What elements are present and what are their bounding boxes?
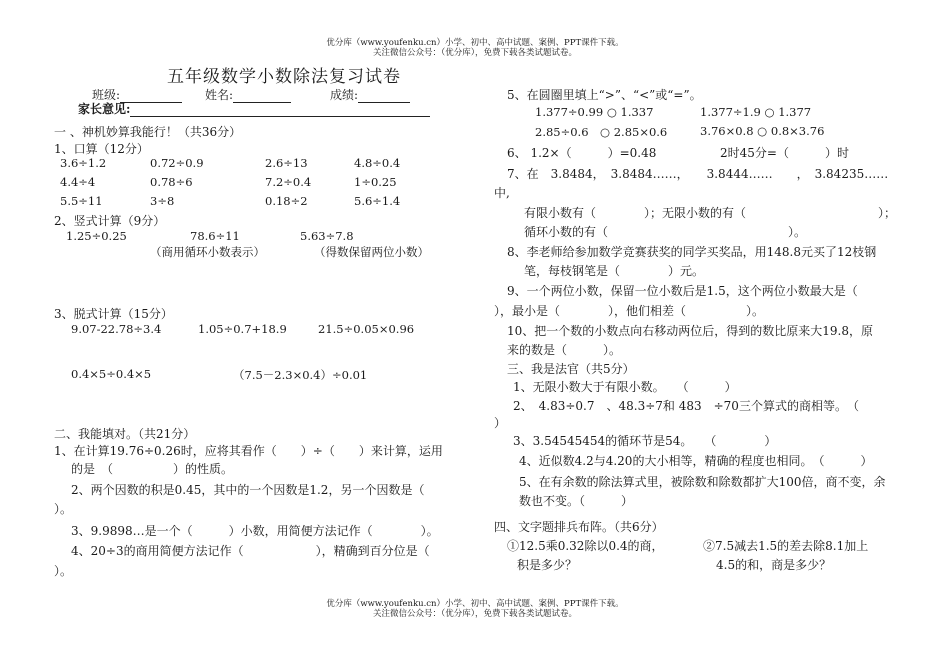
oral-item: 3÷8	[150, 194, 175, 208]
fill-q9-line-1: 9、一个两位小数，保留一位小数后是1.5，这个两位小数最大是（	[507, 284, 858, 298]
judge-5-line-1: 5、在有余数的除法算式里，被除数和除数都扩大100倍，商不变，余	[519, 475, 886, 489]
parent-blank[interactable]	[130, 104, 430, 117]
fill-q8-line-1: 8、李老师给参加数学竞赛获奖的同学买奖品，用148.8元买了12枝钢	[507, 245, 877, 259]
word-problem-1-line-2: 积是多少？	[517, 558, 578, 572]
judge-4: 4、近似数4.2与4.20的大小相等，精确的程度也相同。 （ ）	[519, 454, 873, 468]
name-label: 姓名:	[205, 88, 234, 102]
vertical-title: 2、竖式计算（9分）	[54, 214, 166, 228]
judge-3: 3、3.54545454的循环节是54。 （ ）	[513, 434, 777, 448]
vertical-item: 78.6÷11	[190, 229, 240, 243]
fill-q10-line-1: 10、把一个数的小数点向右移动两位后，得到的数比原来大19.8，原	[507, 324, 873, 338]
compare-item: 1.377÷0.99 ○ 1.337	[535, 105, 654, 119]
vertical-note: （商用循环小数表示）	[150, 245, 265, 259]
header-line-2: 关注微信公众号：（优分库），免费下载各类试题试卷。	[372, 48, 577, 58]
step-item: 0.4×5÷0.4×5	[71, 367, 152, 381]
word-problem-1-line-1: ①12.5乘0.32除以0.4的商，	[507, 539, 664, 553]
oral-item: 0.72÷0.9	[150, 156, 204, 170]
page-title: 五年级数学小数除法复习试卷	[167, 67, 401, 87]
step-item: （7.5－2.3×0.4）÷0.01	[233, 368, 368, 382]
step-item: 9.07-22.78÷3.4	[71, 322, 162, 336]
footer-line-1: 优分库（www.youfenku.cn）小学、初中、高中试题、案例、PPT课件下载。	[326, 599, 624, 609]
fill-q1-line-1: 1、在计算19.76÷0.26时，应将其看作（ ）÷（ ）来计算，运用	[54, 444, 443, 458]
fill-q9-line-2: ），最小是（ ），他们相差（ ）。	[494, 304, 765, 318]
compare-item: 3.76×0.8 ○ 0.8×3.76	[700, 124, 825, 138]
step-item: 21.5÷0.05×0.96	[318, 322, 415, 336]
parent-field[interactable]	[78, 100, 430, 117]
section-2-title: 二、我能填对。（共21分）	[54, 427, 196, 441]
section-1-title: 一 、神机妙算我能行！（共36分）	[54, 125, 242, 139]
oral-item: 5.5÷11	[60, 194, 103, 208]
oral-item: 7.2÷0.4	[265, 175, 312, 189]
class-label: 班级:	[92, 88, 121, 102]
oral-item: 0.18÷2	[265, 194, 308, 208]
fill-q7-line-4: 循环小数的有（ ）。	[524, 225, 807, 239]
oral-item: 1÷0.25	[354, 175, 397, 189]
oral-item: 0.78÷6	[150, 175, 193, 189]
oral-title: 1、口算（12分）	[54, 142, 149, 156]
judge-1: 1、无限小数大于有限小数。 （ ）	[513, 380, 737, 394]
vertical-item: 5.63÷7.8	[300, 229, 354, 243]
score-label: 成绩:	[330, 88, 359, 102]
fill-q6-part-1: 6、 1.2×（ ）=0.48	[507, 146, 657, 160]
step-item: 1.05÷0.7+18.9	[198, 322, 287, 336]
fill-q8-line-2: 笔，每枝钢笔是（ ）元。	[524, 264, 705, 278]
vertical-item: 1.25÷0.25	[66, 229, 127, 243]
word-problem-2-line-1: ②7.5减去1.5的差去除8.1加上	[703, 539, 869, 553]
section-3-title: 三、我是法官（共5分）	[507, 362, 635, 376]
fill-q10-line-2: 来的数是（ ）。	[507, 343, 622, 357]
word-problem-2-line-2: 4.5的和，商是多少？	[716, 558, 832, 572]
vertical-note: （得数保留两位小数）	[314, 245, 429, 259]
compare-item: 1.377÷1.9 ○ 1.377	[700, 105, 812, 119]
fill-q4-line-1: 4、20÷3的商用简便方法记作（ ），精确到百分位是（	[71, 544, 430, 558]
fill-q2-line-2: ）。	[54, 502, 73, 516]
oral-item: 3.6÷1.2	[60, 156, 107, 170]
oral-item: 4.4÷4	[60, 175, 96, 189]
judge-2-line-1: 2、 4.83÷0.7 、48.3÷7和 483 ÷70三个算式的商相等。 （	[513, 399, 859, 413]
header-line-1: 优分库（www.youfenku.cn）小学、初中、高中试题、案例、PPT课件下载。	[326, 38, 624, 48]
fill-q1-line-2: 的是 （ ）的性质。	[71, 462, 234, 476]
section-4-title: 四、文字题排兵布阵。（共6分）	[494, 520, 664, 534]
oral-item: 5.6÷1.4	[354, 194, 401, 208]
parent-label: 家长意见:	[78, 102, 131, 116]
fill-q7-line-2: 中,	[494, 186, 510, 200]
oral-item: 4.8÷0.4	[354, 156, 401, 170]
fill-q6-part-2: 2时45分=（ ）时	[720, 146, 849, 160]
fill-q2-line-1: 2、两个因数的积是0.45，其中的一个因数是1.2，另一个因数是（	[71, 483, 425, 497]
step-title: 3、脱式计算（15分）	[54, 307, 173, 321]
fill-q7-line-3: 有限小数有（ ）；无限小数的有（ ）；	[524, 206, 897, 220]
compare-item: 2.85÷0.6 ○ 2.85×0.6	[535, 125, 668, 139]
judge-2-line-2: ）	[494, 416, 507, 430]
fill-q7-line-1: 7、在 3.8484， 3.8484……， 3.8444…… ， 3.84235……	[507, 167, 889, 181]
oral-item: 2.6÷13	[265, 156, 308, 170]
judge-5-line-2: 数也不变。（ ）	[519, 494, 634, 508]
fill-q4-line-2: ）。	[54, 564, 73, 578]
fill-q3: 3、9.9898…是一个（ ）小数，用简便方法记作（ ）。	[71, 524, 439, 538]
footer-line-2: 关注微信公众号：（优分库），免费下载各类试题试卷。	[372, 609, 577, 619]
fill-q5-title: 5、在圆圈里填上“>”、“<”或“=”。	[507, 88, 702, 102]
